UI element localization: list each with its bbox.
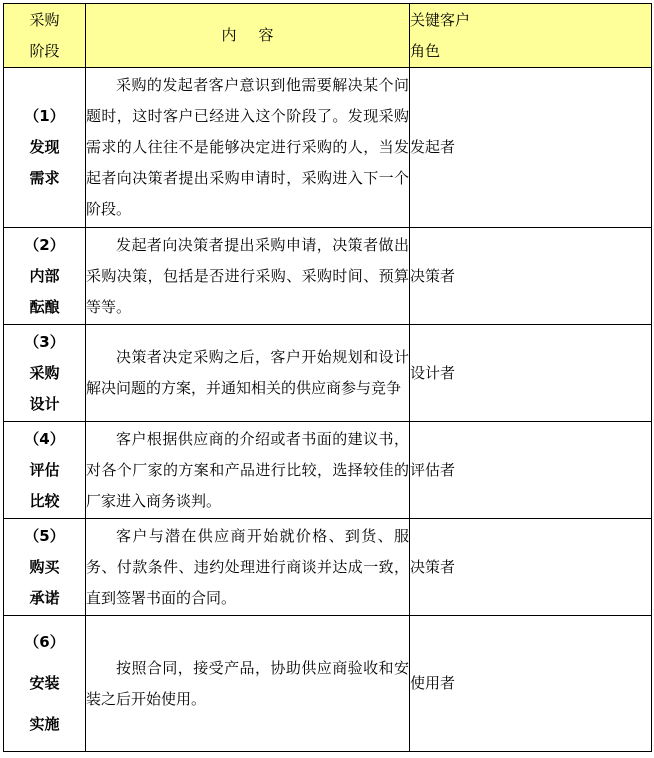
- stage-number: （5）: [24, 526, 65, 545]
- content-cell: [86, 228, 410, 325]
- stage-name-line1: 购买: [29, 557, 60, 576]
- content-text: 采购的发起者客户意识到他需要解决某个问题时，这时客户已经进入这个阶段了。发现采购需求的人往往不是能够决定进行采购的人，当发起者向决策者提出采购申请时，采购进入下一个阶段。: [86, 76, 409, 218]
- stage-number: （3）: [24, 332, 65, 351]
- role-cell: 决策者: [410, 228, 652, 325]
- content-text: 客户根据供应商的介绍或者书面的建议书，对各个厂家的方案和产品进行比较，选择较佳的厂家进入商务谈判。: [86, 429, 409, 510]
- header-stage-line1: 采购: [29, 10, 60, 29]
- content-cell: [86, 616, 410, 752]
- content-text: 客户与潜在供应商开始就价格、到货、服务、付款条件、违约处理进行商谈并达成一致，直到签署书面的合同。: [86, 526, 409, 607]
- stage-name-line1: 发现: [29, 138, 60, 156]
- role-cell: 决策者: [410, 519, 652, 616]
- stage-number: （1）: [24, 107, 65, 125]
- table-row-3: [4, 325, 652, 422]
- content-cell: [86, 519, 410, 616]
- stage-cell: [4, 616, 86, 752]
- stage-cell: [4, 519, 86, 616]
- stage-name-line1: 内部: [29, 266, 60, 285]
- stage-number: （2）: [24, 235, 65, 254]
- stage-number: （4）: [24, 429, 65, 448]
- table-row-2: [4, 228, 652, 325]
- header-stage: [4, 4, 86, 68]
- table-row-1: [4, 68, 652, 228]
- role-cell: 使用者: [410, 616, 652, 752]
- content-cell: [86, 422, 410, 519]
- header-role-line2: 角色: [410, 41, 441, 60]
- table-row-5: [4, 519, 652, 616]
- stage-cell: [4, 325, 86, 422]
- stage-cell: [4, 68, 86, 228]
- stage-number: （6）: [24, 633, 65, 651]
- stage-name-line2: 承诺: [29, 588, 60, 607]
- content-text: 决策者决定采购之后，客户开始规划和设计解决问题的方案，并通知相关的供应商参与竞争: [86, 348, 409, 397]
- table-row-6: [4, 616, 652, 752]
- role-cell: 评估者: [410, 422, 652, 519]
- stage-name-line1: 评估: [29, 460, 60, 479]
- stage-name-line1: 采购: [29, 363, 60, 382]
- header-stage-line2: 阶段: [29, 41, 60, 60]
- header-content-char1: 内: [221, 26, 237, 44]
- procurement-stage-table: [3, 3, 652, 752]
- stage-name-line2: 设计: [29, 394, 60, 413]
- table-header-row: [4, 4, 652, 68]
- content-text: 发起者向决策者提出采购申请，决策者做出采购决策，包括是否进行采购、采购时间、预算等等。: [86, 235, 409, 316]
- header-content-char2: 容: [258, 26, 274, 44]
- header-role: [410, 4, 652, 68]
- role-cell: 发起者: [410, 68, 652, 228]
- stage-cell: [4, 228, 86, 325]
- content-text: 按照合同，接受产品，协助供应商验收和安装之后开始使用。: [86, 658, 409, 708]
- header-content: [86, 4, 410, 68]
- table-row-4: [4, 422, 652, 519]
- stage-name-line2: 需求: [29, 169, 60, 187]
- role-cell: 设计者: [410, 325, 652, 422]
- stage-name-line1: 安装: [29, 674, 60, 692]
- stage-name-line2: 比较: [29, 491, 60, 510]
- stage-name-line2: 酝酿: [29, 297, 60, 316]
- content-cell: [86, 325, 410, 422]
- stage-cell: [4, 422, 86, 519]
- stage-name-line2: 实施: [29, 715, 60, 733]
- content-cell: [86, 68, 410, 228]
- header-role-line1: 关键客户: [410, 10, 471, 29]
